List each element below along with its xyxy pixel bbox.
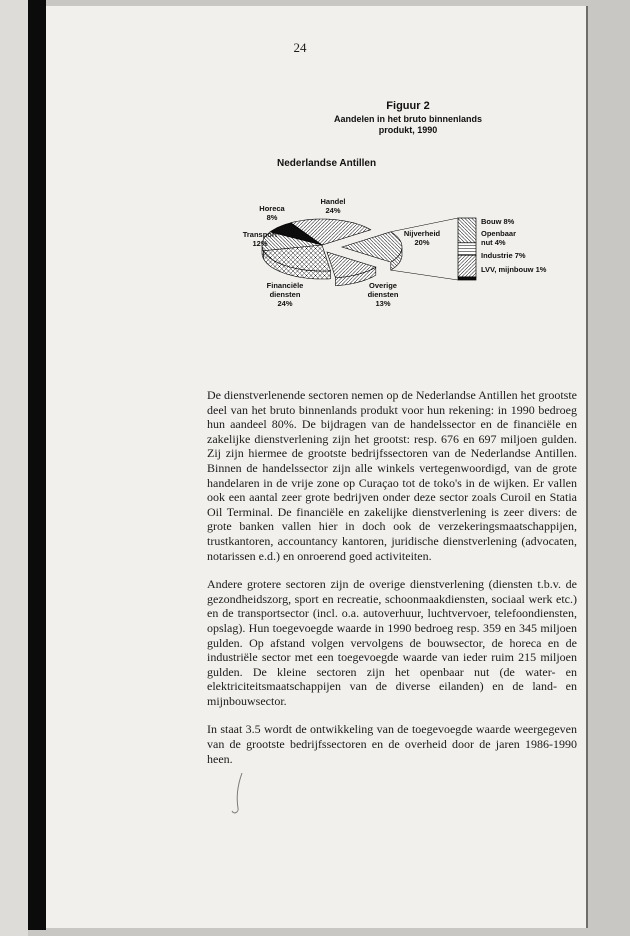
scan-black-edge-bar: [28, 0, 46, 930]
figure-title: Figuur 2: [386, 100, 430, 112]
slice-label-transport-pct: 12%: [252, 238, 268, 248]
slice-label-horeca: [259, 205, 284, 223]
slice-label-nijverheid: [399, 230, 445, 248]
slice-label-horeca-pct: 8%: [266, 212, 278, 222]
legend-item-bouw: [481, 218, 514, 227]
legend-openbaar-nut-pct: 4%: [494, 237, 506, 247]
legend-lvv-label: LVV, mijnbouw: [481, 265, 534, 274]
slice-label-handel-text: Handel: [320, 197, 346, 206]
page-number: 24: [293, 40, 307, 55]
legend-item-openbaar-nut: [481, 230, 521, 247]
slice-label-financiele-pct: 24%: [277, 298, 293, 308]
slice-label-nijverheid-text: Nijverheid: [403, 229, 441, 238]
slice-label-transport-text: Transport: [242, 230, 278, 239]
slice-label-overige-pct: 13%: [375, 298, 391, 308]
document-page: [46, 6, 588, 928]
slice-label-horeca-text: Horeca: [259, 204, 285, 213]
legend-bouw-label: Bouw: [481, 217, 502, 226]
slice-label-overige-diensten: [364, 282, 402, 309]
figure-subtitle: [308, 114, 508, 137]
scan-margin-left: [0, 0, 28, 936]
scan-artifact-mark: [228, 771, 248, 816]
slice-label-handel: [320, 198, 345, 216]
legend-item-industrie: [481, 252, 526, 261]
figure-region-label: Nederlandse Antillen: [277, 158, 377, 169]
slice-label-transport: [243, 231, 278, 249]
body-text-block: [207, 388, 577, 766]
legend-lvv-pct: 1%: [535, 265, 547, 274]
legend-industrie-pct: 7%: [514, 251, 526, 260]
slice-label-nijverheid-pct: 20%: [414, 237, 430, 247]
paragraph-1: De dienstverlenende sectoren nemen op de Nederlandse Antillen het grootste deel van het bruto binnenlands produkt voor hun rekening: in 1990 bedroeg hun aandeel 80%. De bijdragen van de handelssector en de financiële en zakelijke dienstverlening zijn het grootst: resp. 676 en 697 miljoen gulden. Zij zijn hiermee de grootste bedrijfssectoren van de Nederlandse Antillen. Binnen de handelssector zijn alle winkels vertegenwoordigd, van de grote handelaren in de vrije zone op Curaçao tot de toko's in de wijken. Er vallen ook een aantal zeer grote bedrijven onder deze sector zoals Curoil en Statia Oil Terminal. De financiële en zakelijke dienstverlening is zeer divers: de grote banken vallen hier in doch ook de verzekeringsmaatschappijen, trustkantoren, accountancy kantoren, juridische dienstverlening (advocaten, notarissen e.d.) en onroerend goed activiteiten.: [207, 388, 577, 563]
slice-label-overige-text: Overige diensten: [367, 281, 399, 299]
legend-openbaar-nut-label: Openbaar nut: [481, 229, 517, 247]
figure-subtitle-line2: produkt, 1990: [378, 125, 438, 136]
legend-bouw-pct: 8%: [503, 217, 515, 226]
slice-label-financiele-text: Financiële diensten: [266, 281, 304, 299]
slice-label-financiele-diensten: [262, 282, 308, 309]
slice-label-handel-pct: 24%: [325, 205, 341, 215]
legend-industrie-label: Industrie: [481, 251, 513, 260]
paragraph-2: Andere grotere sectoren zijn de overige dienstverlening (diensten t.b.v. de gezondheidszorg, sport en recreatie, schoonmaakdiensten, sociaal werk etc.) en de transportsector (incl. o.a. autoverhuur, luchtvervoer, telefoondiensten, opslag). Hun toegevoegde waarde in 1990 bedroeg resp. 359 en 345 miljoen gulden. Op afstand volgen vervolgens de bouwsector, de horeca en de industriële sector met een toegevoegde waarde van ieder ruim 215 miljoen gulden. De kleine sectoren zijn het openbaar nut (de water- en elektriciteitsmaatschappijen van de diverse eilanden) en de land- en mijnbouwsector.: [207, 577, 577, 708]
paragraph-3: In staat 3.5 wordt de ontwikkeling van de toegevoegde waarde weergegeven van de grootste bedrijfssectoren en de overheid door de jaren 1986-1990 heen.: [207, 722, 577, 766]
legend-item-lvv-mijnbouw: [481, 266, 546, 275]
figure-subtitle-line1: Aandelen in het bruto binnenlands: [333, 114, 482, 124]
